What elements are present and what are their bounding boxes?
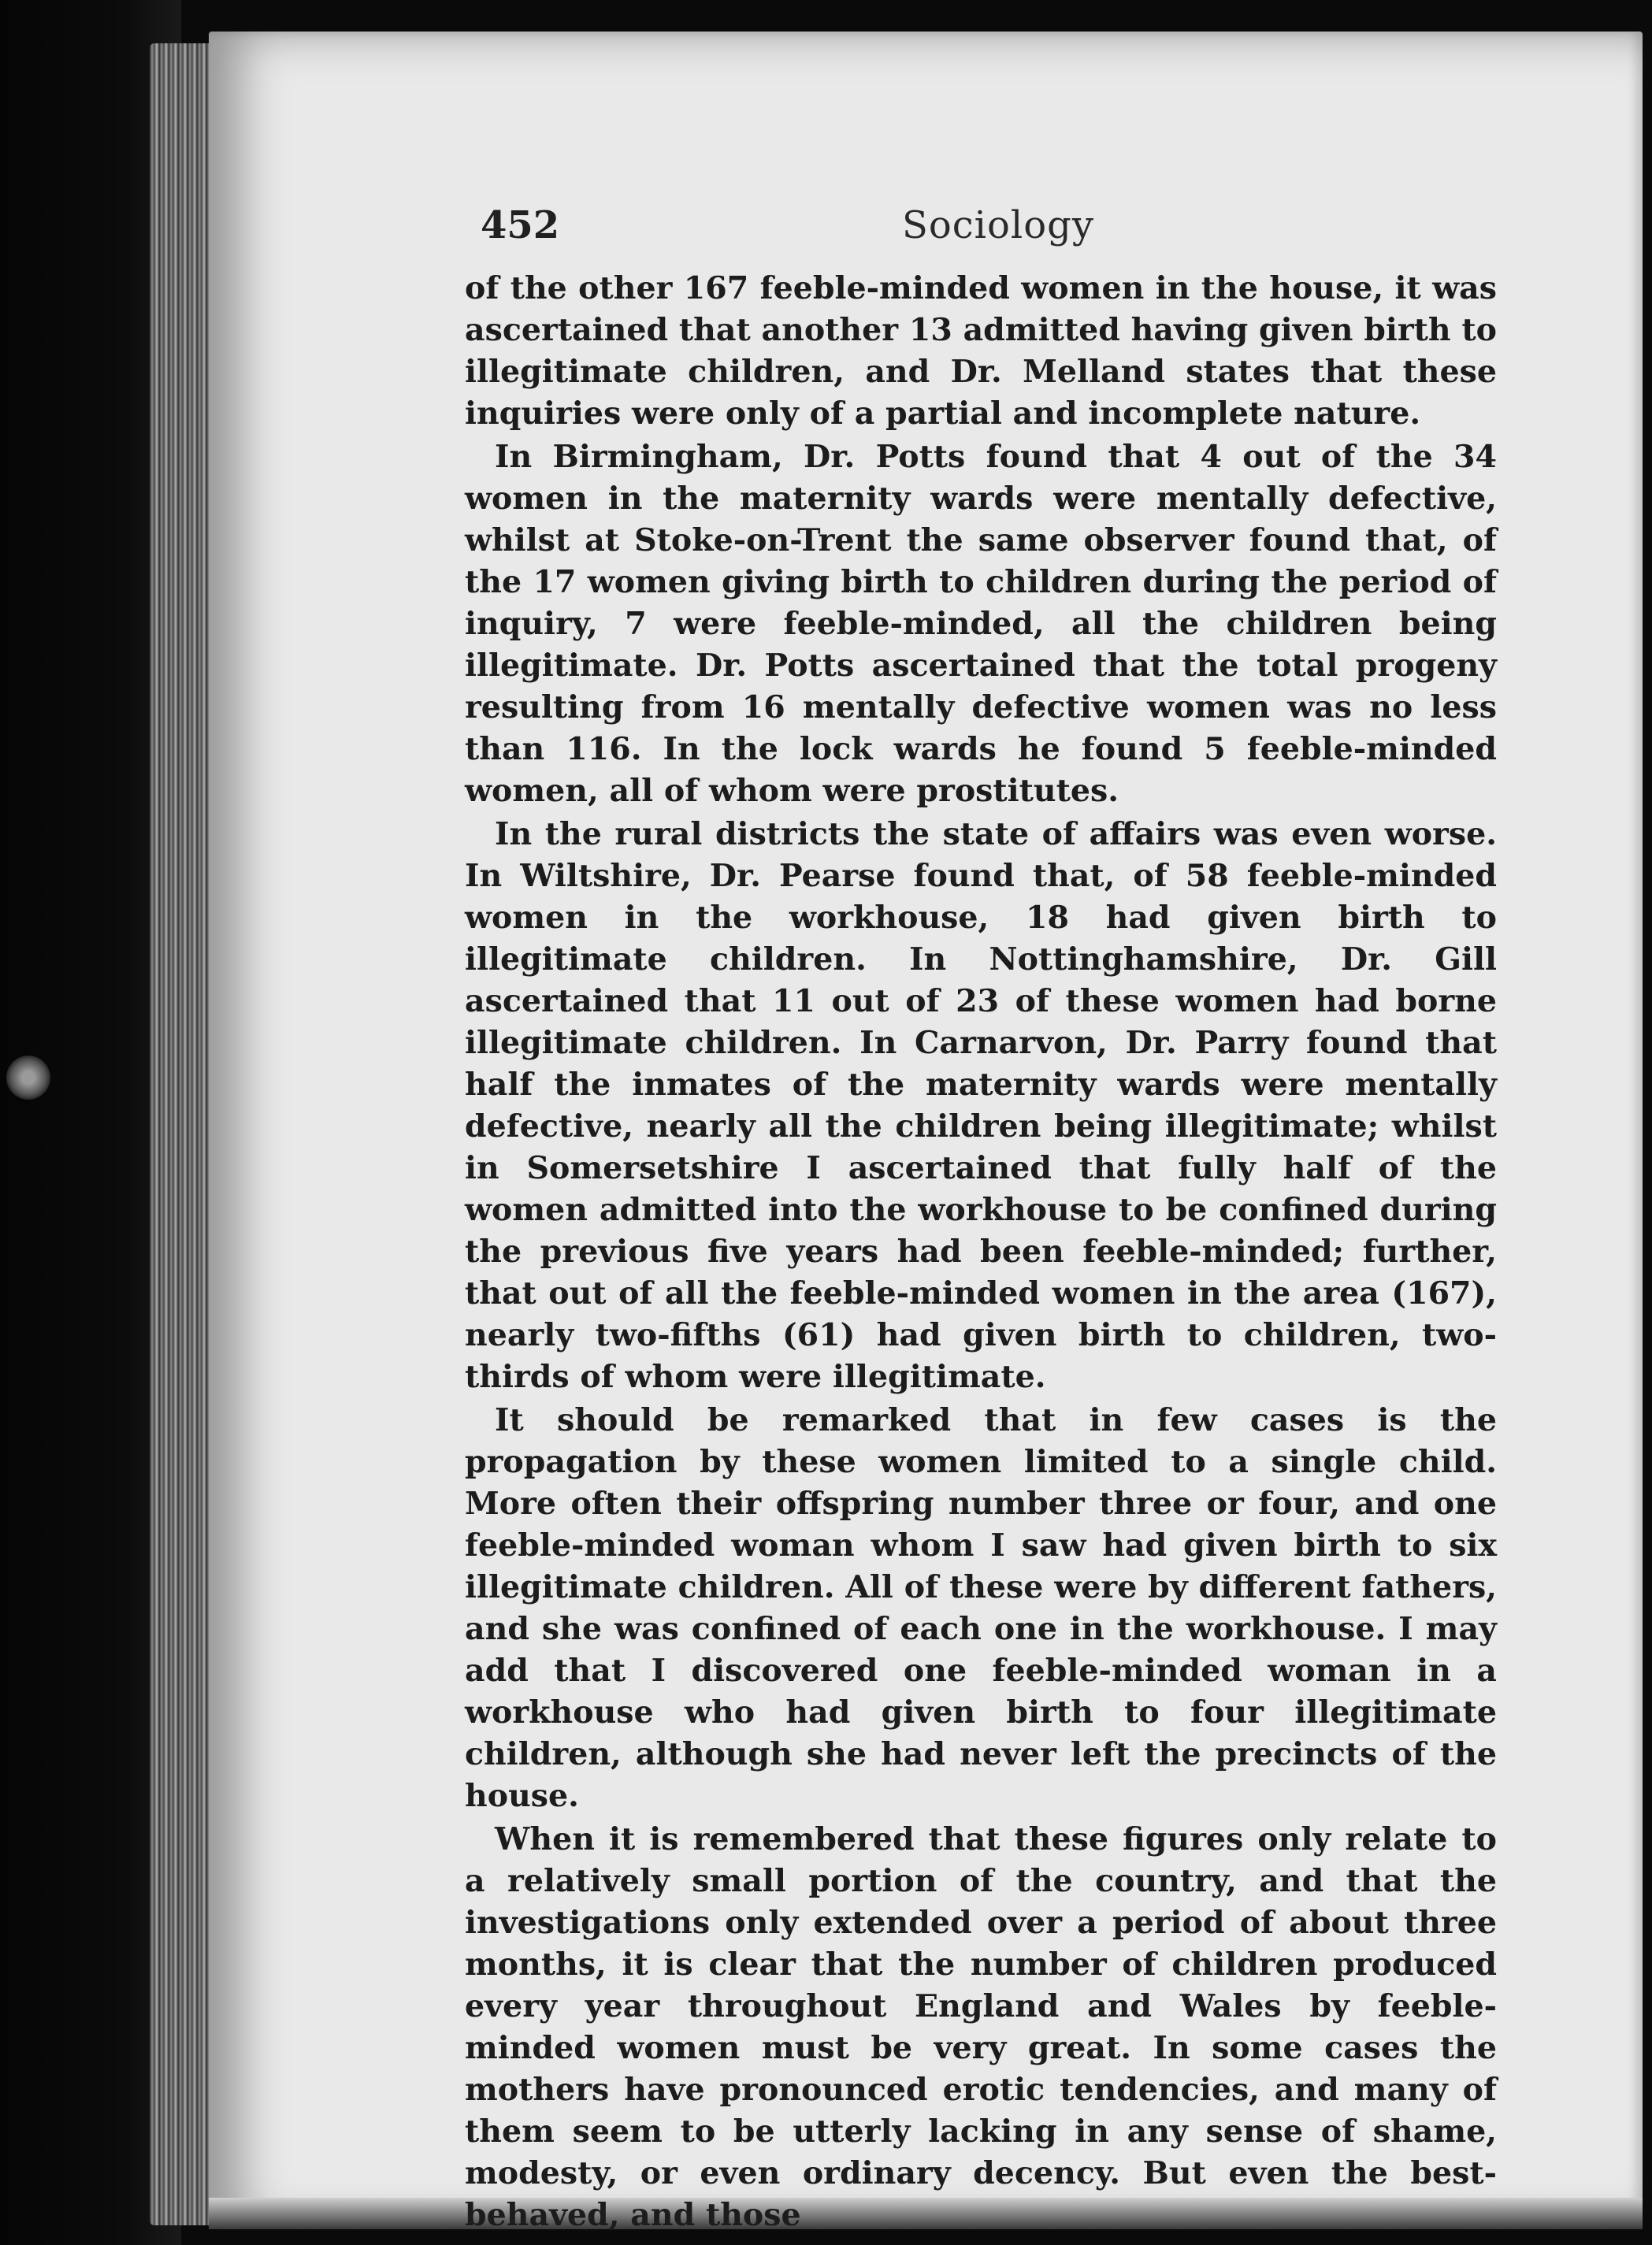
paragraph [465, 268, 1497, 435]
body-text [465, 268, 1497, 2236]
binder-ring-mark [6, 1056, 50, 1100]
paragraph [465, 1819, 1497, 2236]
paragraph [465, 436, 1497, 812]
paragraph-text: It should be remarked that in few cases is the propagation by these women limited to a single child. More often their offspring number three or four, and one feeble-minded woman whom I saw had given birth to six illegitimate children. All of these were by different fathers, and she was confined of each one in the workhouse. I may add that I discovered one feeble-minded woman in a workhouse who had given birth to four illegitimate children, although she had never left the precincts of the house. [465, 1402, 1497, 1814]
paragraph-text: In the rural districts the state of affairs was even worse. In Wiltshire, Dr. Pearse found that, of 58 feeble-minded women in the workhouse, 18 had given birth to illegitimate children. In Nottinghamshire, Dr. Gill ascertained that 11 out of 23 of these women had borne illegitimate children. In Carnarvon, Dr. Parry found that half the inmates of the maternity wards were mentally defective, nearly all the children being illegitimate; whilst in Somersetshire I ascertained that fully half of the women admitted into the workhouse to be confined during the previous five years had been feeble-minded; further, that out of all the feeble-minded women in the area (167), nearly two-fifths (61) had given birth to children, two-thirds of whom were illegitimate. [465, 816, 1497, 1395]
page-number: 452 [481, 203, 560, 247]
paragraph-text: In Birmingham, Dr. Potts found that 4 out of the 34 women in the maternity wards were mentally defective, whilst at Stoke-on-Trent the same observer found that, of the 17 women giving birth to children during the period of inquiry, 7 were feeble-minded, all the children being illegitimate. Dr. Potts ascertained that the total progeny resulting from 16 mentally defective women was no less than 116. In the lock wards he found 5 feeble-minded women, all of whom were prostitutes. [465, 439, 1497, 809]
paragraph-text: When it is remembered that these figures only relate to a relatively small portion of the country, and that the investigations only extended over a period of about three months, it is clear that the number of children produced every year throughout England and Wales by feeble-minded women must be very great. In some cases the mothers have pronounced erotic tendencies, and many of them seem to be utterly lacking in any sense of shame, modesty, or even ordinary decency. But even the best-behaved, and those [465, 1821, 1497, 2233]
paragraph [465, 814, 1497, 1398]
paragraph-text: of the other 167 feeble-minded women in the house, it was ascertained that another 13 admitted having given birth to illegitimate children, and Dr. Melland states that these inquiries were only of a partial and incomplete nature. [465, 270, 1497, 432]
page-header [481, 203, 1497, 258]
running-head: Sociology [902, 203, 1095, 247]
paragraph [465, 1400, 1497, 1817]
